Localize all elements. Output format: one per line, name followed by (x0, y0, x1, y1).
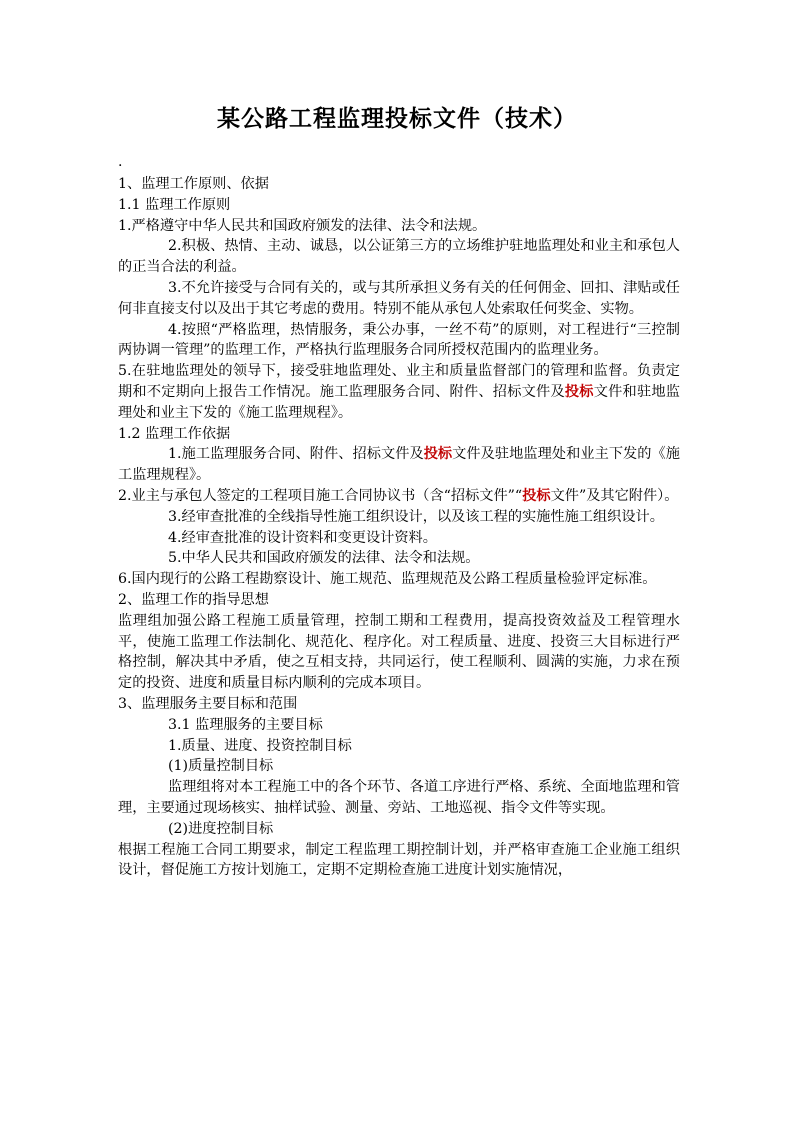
paragraph: 根据工程施工合同工期要求，制定工程监理工期控制计划，并严格审查施工企业施工组织设计，督促施工方按计划施工，定期不定期检查施工进度计划实施情况， (118, 841, 680, 879)
paragraph: 监理组将对本工程施工中的各个环节、各道工序进行严格、系统、全面地监理和管理，主要通过现场核实、抽样试验、测量、旁站、工地巡视、指令文件等实现。 (118, 779, 680, 816)
paragraph: 2、监理工作的指导思想 (118, 591, 269, 608)
paragraph: 3、监理服务主要目标和范围 (118, 695, 298, 712)
paragraph: 1.质量、进度、投资控制目标 (168, 737, 352, 754)
paragraph: 1.严格遵守中华人民共和国政府颁发的法律、法令和法规。 (118, 217, 487, 234)
document-body (118, 174, 680, 881)
paragraph: 5.中华人民共和国政府颁发的法律、法令和法规。 (168, 550, 480, 567)
paragraph: 3.1 监理服务的主要目标 (168, 716, 323, 733)
paragraph-text: 5.在驻地监理处的领导下，接受驻地监理处、业主和质量监督部门的管理和监督。负责定期和不定期向上报告工作情况。施工监理服务合同、附件、招标文件及 (118, 363, 680, 400)
paragraph: 4.经审查批准的设计资料和变更设计资料。 (168, 529, 437, 546)
paragraph-text: 文件和驻地监理处和业主下发的《施工监理规程》。 (118, 383, 680, 421)
paragraph-text: 2.业主与承包人签定的工程项目施工合同协议书（含“招标文件”“ (118, 487, 523, 504)
paragraph (118, 486, 680, 507)
paragraph: 4.按照“严格监理，热情服务，秉公办事，一丝不苟”的原则，对工程进行“三控制两协调一管理”的监理工作，严格执行监理服务合同所授权范围内的监理业务。 (118, 321, 680, 359)
paragraph (118, 444, 680, 486)
highlighted-keyword: 投标 (522, 487, 551, 504)
paragraph: 3.不允许接受与合同有关的，或与其所承担义务有关的任何佣金、回扣、津贴或任何非直接支付以及出于其它考虑的费用。特别不能从承包人处索取任何奖金、实物。 (118, 279, 680, 317)
paragraph: 1.2 监理工作依据 (118, 425, 231, 442)
paragraph: 3.经审查批准的全线指导性施工组织设计，以及该工程的实施性施工组织设计。 (168, 508, 664, 525)
paragraph-text: 1.施工监理服务合同、附件、招标文件及 (168, 446, 424, 463)
paragraph: (2)进度控制目标 (168, 820, 274, 837)
paragraph: 1、监理工作原则、依据 (118, 176, 269, 192)
paragraph-text: 文件及驻地监理处和业主下发的《施工监理规程》。 (118, 446, 680, 484)
paragraph: 6.国内现行的公路工程勘察设计、施工规范、监理规范及公路工程质量检验评定标准。 (118, 571, 657, 588)
paragraph-marker: . (118, 154, 123, 170)
paragraph-text: 文件”及其它附件）。 (550, 487, 679, 504)
highlighted-keyword: 投标 (564, 383, 594, 400)
highlighted-keyword: 投标 (423, 446, 453, 463)
paragraph: 2.积极、热情、主动、诚恳，以公证第三方的立场维护驻地监理处和业主和承包人的正当合法的利益。 (118, 238, 680, 276)
paragraph (118, 361, 680, 423)
paragraph: (1)质量控制目标 (168, 758, 274, 775)
paragraph: 1.1 监理工作原则 (118, 196, 231, 213)
document-title: 某公路工程监理投标文件（技术） (217, 106, 577, 132)
paragraph: 监理组加强公路工程施工质量管理，控制工期和工程费用，提高投资效益及工程管理水平，使施工监理工作法制化、规范化、程序化。对工程质量、进度、投资三大目标进行严格控制，解决其中矛盾，使之互相支持，共同运行，使工程顺利、圆满的实施，力求在预定的投资、进度和质量目标内顺利的完成本项目。 (118, 612, 680, 692)
